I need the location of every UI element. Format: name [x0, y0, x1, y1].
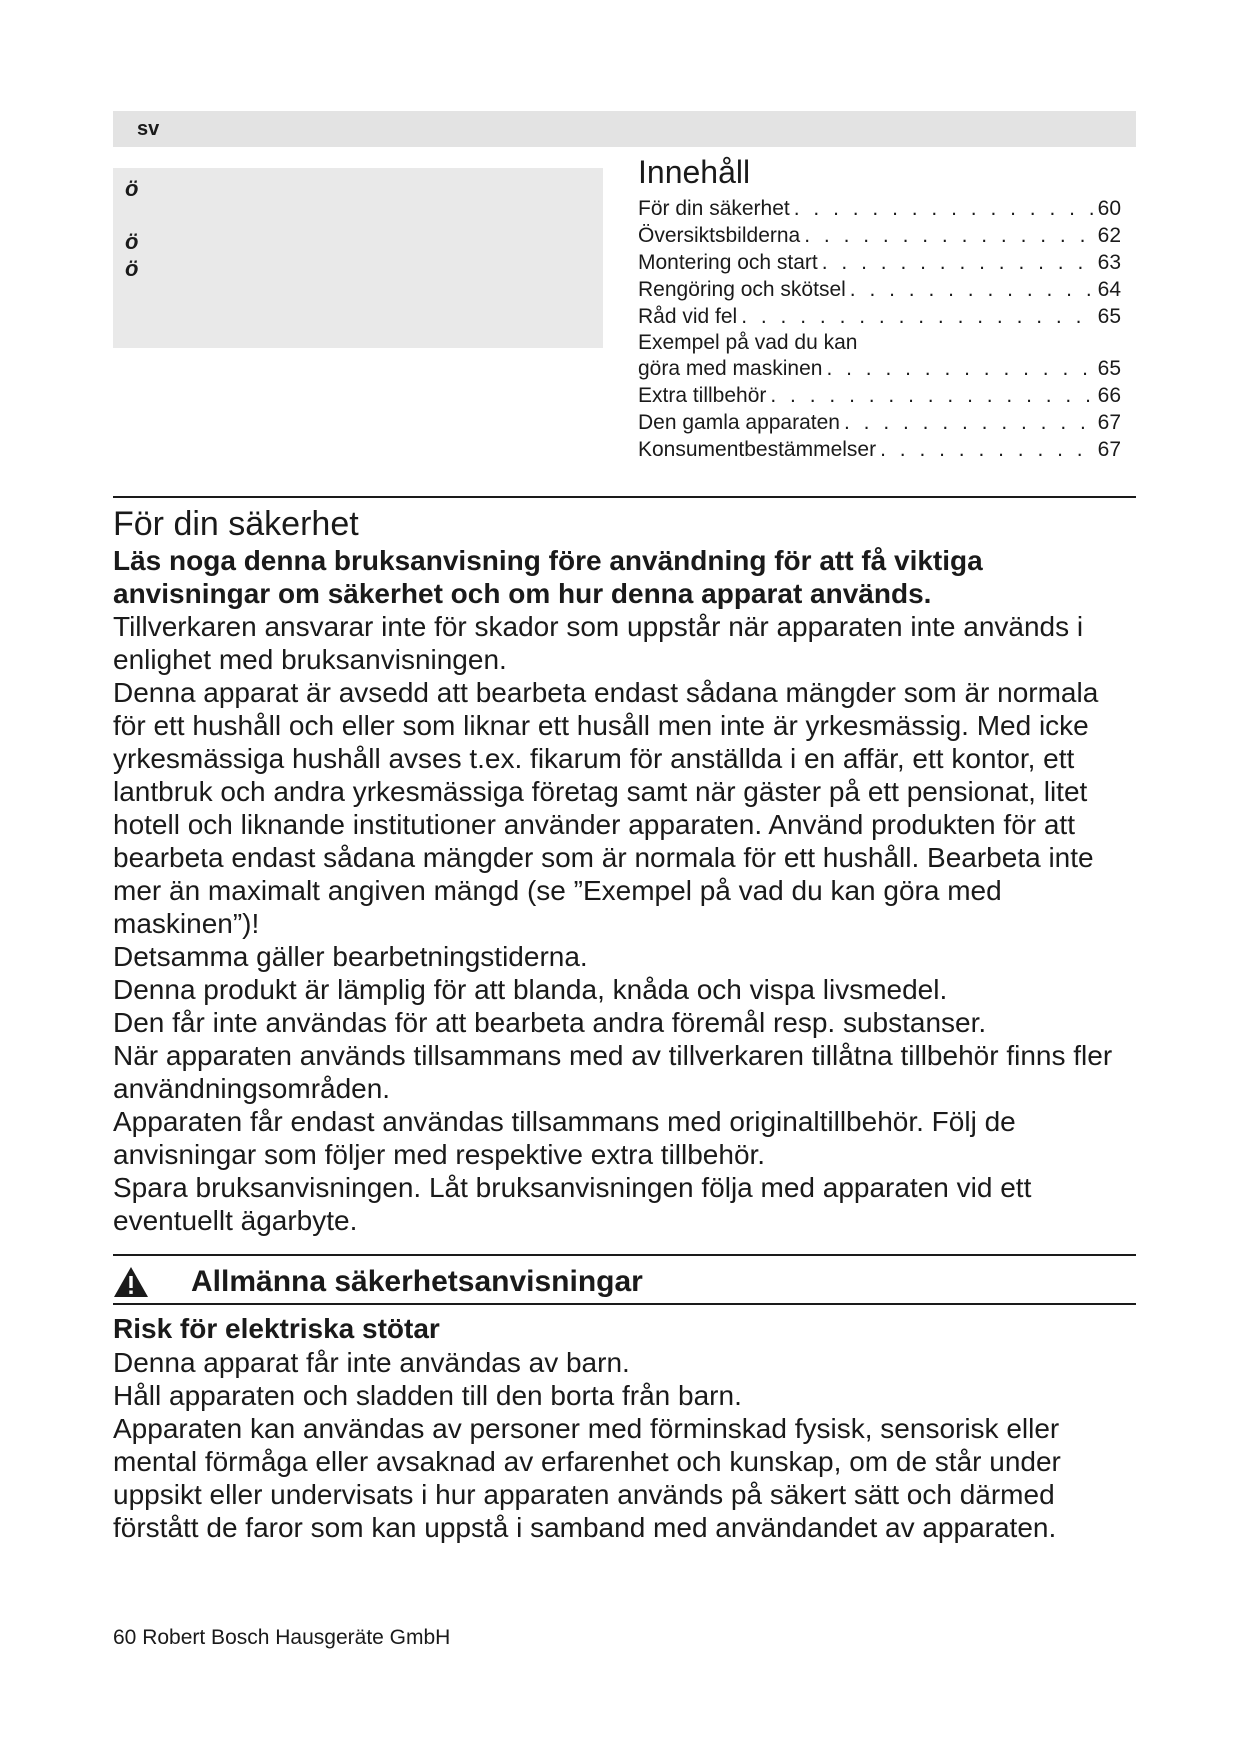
toc-entry-page: 67 [1097, 438, 1121, 461]
toc-leader-dots [794, 195, 1094, 222]
box-mark: ö [125, 176, 139, 201]
toc-leader-dots [741, 303, 1093, 330]
body-paragraph: Apparaten kan användas av personer med förminskad fysisk, sensorisk eller mental förmåga eller avsaknad av erfarenhet och kunskap, om de står under uppsikt eller undervisats i hur apparaten används på säkert sätt och därmed förstått de faror som kan uppstå i samband med användandet av apparaten. [113, 1413, 1061, 1543]
toc-entry-label: Rengöring och skötsel [638, 278, 846, 301]
toc-entry-page: 62 [1097, 224, 1121, 247]
toc-leader-dots [844, 409, 1094, 436]
language-code: sv [137, 118, 160, 140]
toc-entry[interactable] [638, 436, 1121, 463]
body-paragraph: Spara bruksanvisningen. Låt bruksanvisningen följa med apparaten vid ett eventuellt ägarbyte. [113, 1172, 1032, 1236]
box-mark: ö [125, 256, 139, 281]
body-paragraph: Denna produkt är lämplig för att blanda, knåda och vispa livsmedel. [113, 974, 948, 1005]
toc-leader-dots [826, 355, 1093, 382]
table-of-contents [638, 153, 1128, 463]
toc-entry[interactable] [638, 409, 1121, 436]
toc-entry-page: 65 [1097, 357, 1121, 380]
body-paragraph: Denna apparat får inte användas av barn. [113, 1347, 630, 1378]
section-divider [113, 1303, 1136, 1305]
warning-triangle-icon [113, 1266, 149, 1298]
general-safety-heading [113, 1262, 1136, 1302]
toc-leader-dots [804, 222, 1093, 249]
toc-entry-page: 63 [1097, 251, 1121, 274]
grey-info-box [113, 168, 603, 348]
toc-entry[interactable] [638, 303, 1121, 330]
toc-leader-dots [822, 249, 1094, 276]
body-paragraph: Apparaten får endast användas tillsammans med originaltillbehör. Följ de anvisningar som följer med respektive extra tillbehör. [113, 1106, 1016, 1170]
body-paragraph: Tillverkaren ansvarar inte för skador som uppstår när apparaten inte används i enlighet med bruksanvisningen. [113, 611, 1084, 675]
toc-entry[interactable] [638, 222, 1121, 249]
body-paragraph: Denna apparat är avsedd att bearbeta endast sådana mängder som är normala för ett hushåll och eller som liknar ett husåll men inte är yrkesmässig. Med icke yrkesmässiga hushåll avses t.ex. fikarum för anställda i en affär, ett kontor, ett lantbruk och andra yrkesmässiga företag samt när gäster på ett pensionat, litet hotell och liknande institutioner använder apparaten. Använd produkten för att bearbeta endast sådana mängder som är normala för ett hushåll. Bearbeta inte mer än maximalt angiven mängd (se ”Exempel på vad du kan göra med maskinen”)! [113, 677, 1099, 939]
box-mark: ö [125, 229, 139, 254]
section-title: För din säkerhet [113, 505, 359, 543]
body-paragraph: När apparaten används tillsammans med av tillverkaren tillåtna tillbehör finns fler användningsområden. [113, 1040, 1113, 1104]
toc-entry[interactable] [638, 249, 1121, 276]
page-footer: 60 Robert Bosch Hausgeräte GmbH [113, 1626, 451, 1649]
toc-entry[interactable] [638, 382, 1121, 409]
toc-entry-label: Den gamla apparaten [638, 411, 840, 434]
electric-shock-section [113, 1312, 1136, 1544]
body-paragraph: Detsamma gäller bearbetningstiderna. [113, 941, 588, 972]
body-paragraph: Den får inte användas för att bearbeta andra föremål resp. substanser. [113, 1007, 987, 1038]
toc-entry[interactable] [638, 276, 1121, 303]
toc-title: Innehåll [638, 154, 751, 190]
toc-entry-label: Råd vid fel [638, 305, 738, 328]
toc-entry-label: Översiktsbilderna [638, 224, 801, 247]
toc-entry-page: 65 [1097, 305, 1121, 328]
toc-leader-dots [880, 436, 1094, 463]
toc-entry-page: 64 [1097, 278, 1121, 301]
section-divider [113, 1254, 1136, 1256]
toc-entry-label-line1[interactable]: Exempel på vad du kan [638, 331, 858, 354]
toc-entry-label: göra med maskinen [638, 357, 823, 380]
lead-paragraph: Läs noga denna bruksanvisning före användning för att få viktiga anvisningar om säkerhet och om hur denna apparat används. [113, 545, 983, 609]
toc-entry[interactable] [638, 355, 1121, 382]
language-bar [113, 111, 1136, 147]
safety-section [113, 504, 1136, 1237]
toc-leader-dots [770, 382, 1093, 409]
toc-entry-label: För din säkerhet [638, 197, 790, 220]
body-paragraph: Håll apparaten och sladden till den borta från barn. [113, 1380, 742, 1411]
toc-entry-page: 67 [1097, 411, 1121, 434]
general-safety-title: Allmänna säkerhetsanvisningar [191, 1265, 643, 1298]
toc-entry-page: 60 [1097, 197, 1121, 220]
toc-entry[interactable] [638, 195, 1121, 222]
toc-leader-dots [850, 276, 1094, 303]
toc-entry-label: Montering och start [638, 251, 818, 274]
toc-entry-label: Konsumentbestämmelser [638, 438, 877, 461]
risk-title: Risk för elektriska stötar [113, 1313, 440, 1344]
toc-entry-page: 66 [1097, 384, 1121, 407]
toc-entry-label: Extra tillbehör [638, 384, 767, 407]
section-divider [113, 496, 1136, 498]
